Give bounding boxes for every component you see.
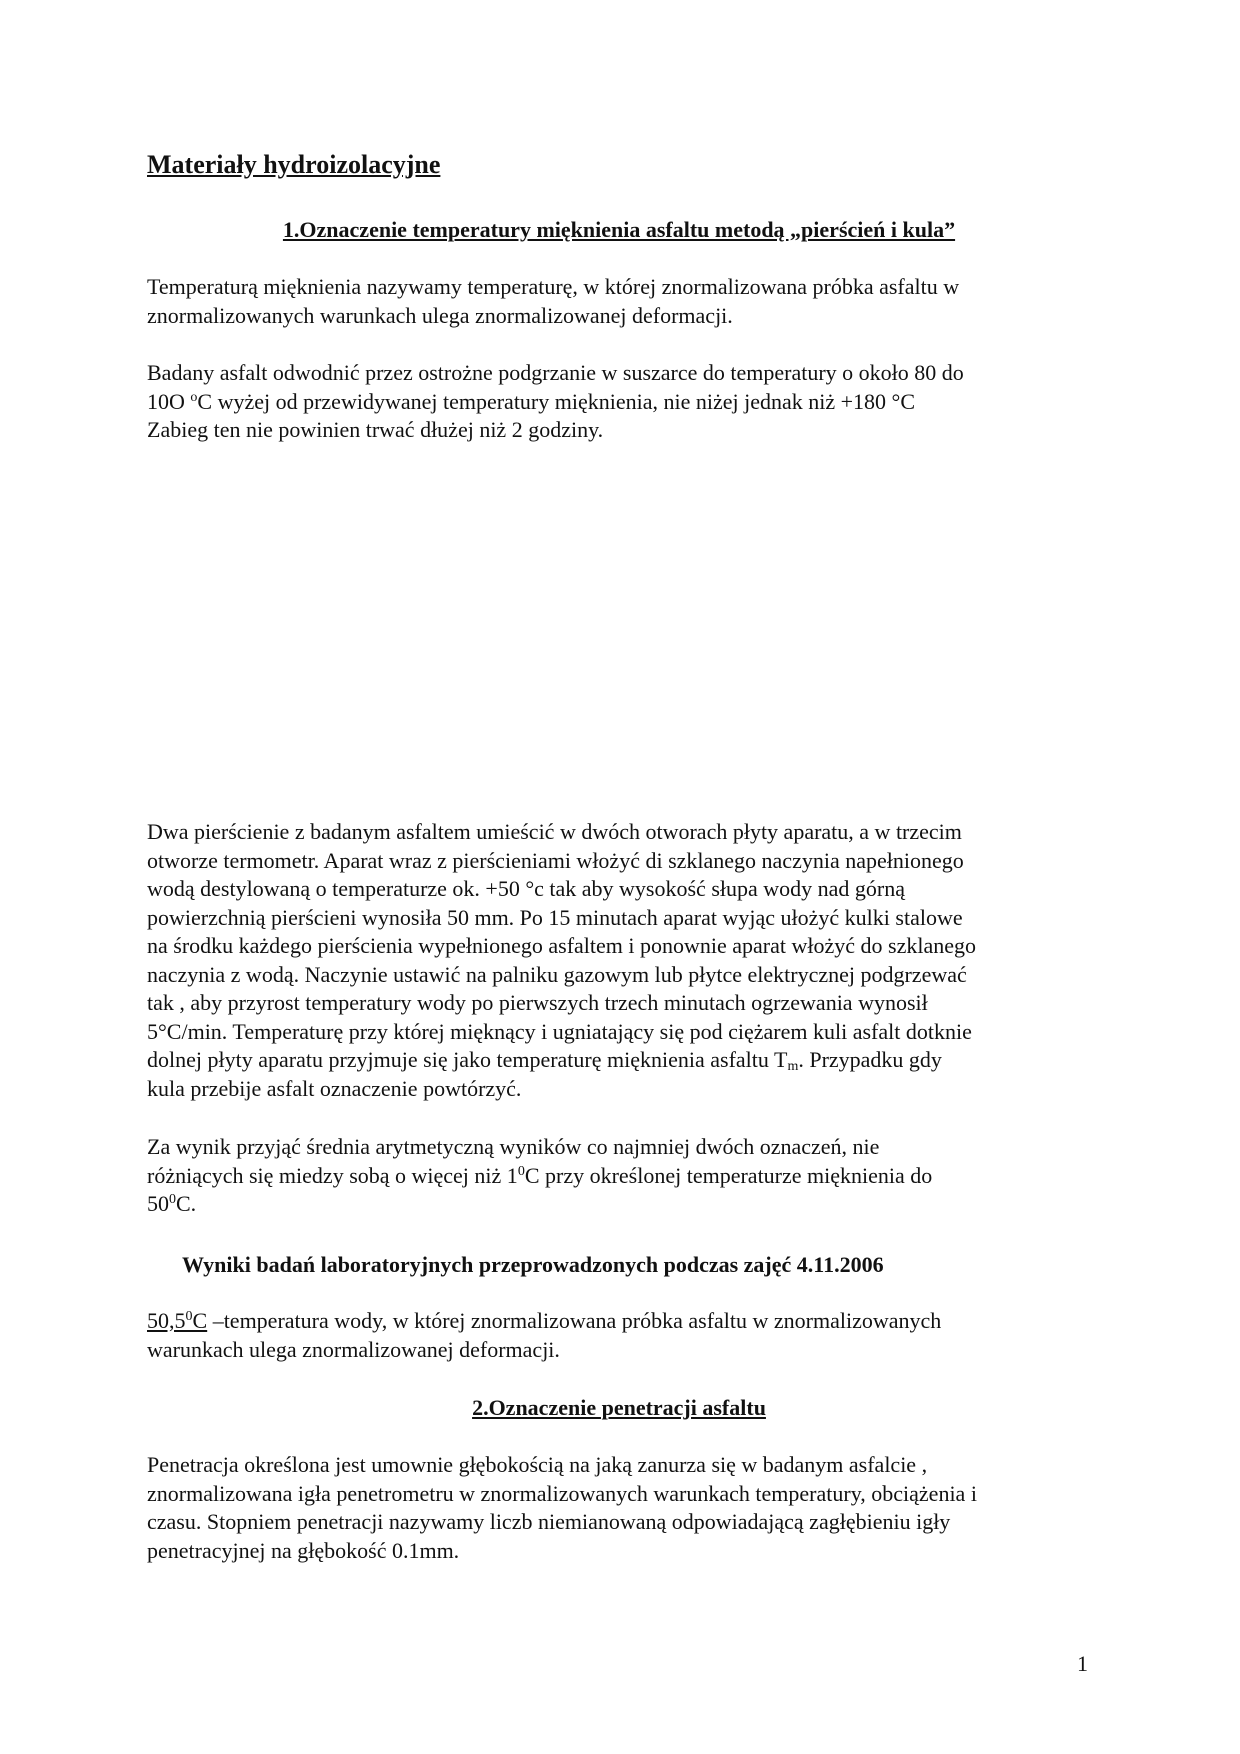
section2-paragraph xyxy=(147,1451,1097,1565)
text-line: czasu. Stopniem penetracji nazywamy liczb niemianowaną odpowiadającą zagłębieniu igły xyxy=(147,1509,951,1534)
subscript: m xyxy=(787,1059,799,1074)
text-line: tak , aby przyrost temperatury wody po pierwszych trzech minutach ogrzewania wynosił xyxy=(147,990,928,1015)
section2-heading: 2.Oznaczenie penetracji asfaltu xyxy=(472,1395,766,1420)
document-title: Materiały hydroizolacyjne xyxy=(147,150,441,179)
section1-paragraph-result-rule xyxy=(147,1133,1097,1219)
text-line: dolnej płyty aparatu przyjmuje się jako temperaturę mięknienia asfaltu $T_m$. Przypadku gdy xyxy=(147,1047,942,1074)
text-line: otworze termometr. Aparat wraz z pierścieniami włożyć di szklanego naczynia napełnionego xyxy=(147,847,964,873)
text-line: na środku każdego pierścienia wypełnionego asfaltem i ponownie aparat włożyć do szklanego xyxy=(147,933,976,958)
text-line: kula przebije asfalt oznaczenie powtórzyć. xyxy=(147,1075,522,1101)
text-line: penetracyjnej na głębokość 0.1mm. xyxy=(147,1537,460,1563)
results-paragraph xyxy=(147,1307,1097,1364)
section1-paragraph-procedure xyxy=(147,818,1097,1103)
text-line: znormalizowanych warunkach ulega znormalizowanej deformacji. xyxy=(147,302,733,328)
text-line: Za wynik przyjąć średnia arytmetyczną wyników co najmniej dwóch oznaczeń, nie xyxy=(147,1134,880,1159)
text-line: 5°C/min. Temperaturę przy której mięknący i ugniatający się pod ciężarem kuli asfalt dotknie xyxy=(147,1018,972,1044)
text-line: 10O $^o$C wyżej od przewidywanej temperatury mięknienia, nie niżej jednak niż +180 °C xyxy=(147,388,916,414)
text-line: powierzchnią pierścieni wynosiła 50 mm. Po 15 minutach aparat wyjąc ułożyć kulki stalowe xyxy=(147,904,963,930)
section1-heading: 1.Oznaczenie temperatury mięknienia asfaltu metodą „pierścień i kula” xyxy=(282,217,956,242)
text-line: Penetracja określona jest umownie głębokością na jaką zanurza się w badanym asfalcie , xyxy=(147,1452,928,1477)
superscript: 0 xyxy=(169,1192,176,1207)
section1-paragraph-preparation xyxy=(147,359,1097,445)
superscript: 0 xyxy=(517,1163,525,1179)
text-line: wodą destylowaną o temperaturze ok. +50 °c tak aby wysokość słupa wody nad górną xyxy=(147,876,906,901)
page-number: 1 xyxy=(1077,1651,1088,1676)
text-line: Zabieg ten nie powinien trwać dłużej niż 2 godziny. xyxy=(147,417,604,442)
text-line: $50^0C$. xyxy=(147,1191,197,1216)
text-line: naczynia z wodą. Naczynie ustawić na palniku gazowym lub płytce elektrycznej podgrzewać xyxy=(147,961,967,987)
section1-paragraph-definition xyxy=(147,273,1097,330)
text-line: Dwa pierścienie z badanym asfaltem umieścić w dwóch otworach płyty aparatu, a w trzecim xyxy=(147,819,962,844)
text-line: różniących się miedzy sobą o więcej niż $1^0C$ przy określonej temperaturze mięknienia do xyxy=(147,1162,933,1188)
superscript: o xyxy=(190,389,198,405)
text-line: 50,5$^0$C –temperatura wody, w której znormalizowana próbka asfaltu w znormalizowanych xyxy=(147,1308,942,1333)
text-line: Badany asfalt odwodnić przez ostrożne podgrzanie w suszarce do temperatury o około 80 do xyxy=(147,360,964,385)
text-line: warunkach ulega znormalizowanej deformacji. xyxy=(147,1336,560,1362)
result-value: 50,5$^0$C xyxy=(147,1308,208,1333)
results-heading: Wyniki badań laboratoryjnych przeprowadzonych podczas zajęć 4.11.2006 xyxy=(182,1252,884,1277)
text-line: Temperaturą mięknienia nazywamy temperaturę, w której znormalizowana próbka asfaltu w xyxy=(147,274,960,299)
text-line: znormalizowana igła penetrometru w znormalizowanych warunkach temperatury, obciążenia i xyxy=(147,1480,977,1506)
